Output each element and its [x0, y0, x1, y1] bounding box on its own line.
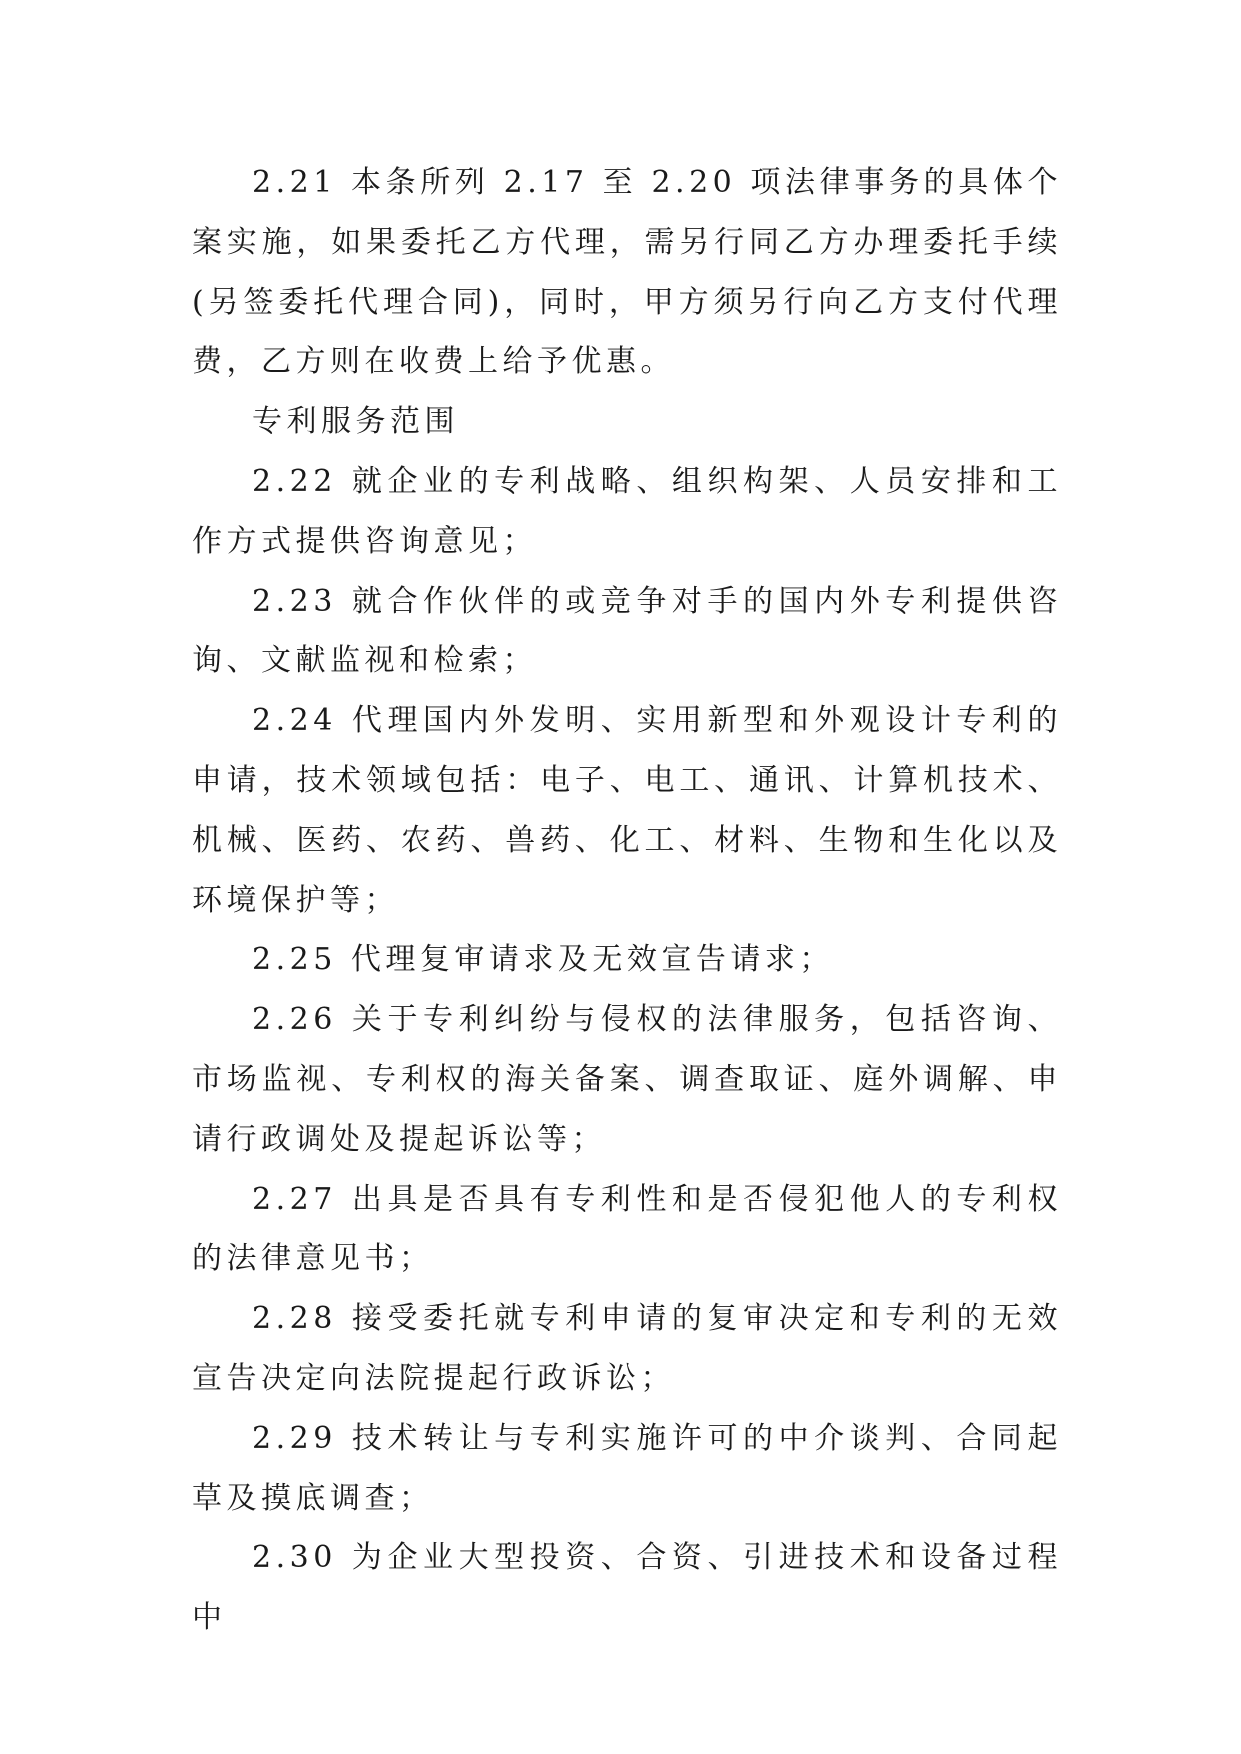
paragraph-2-26: 2.26 关于专利纠纷与侵权的法律服务，包括咨询、市场监视、专利权的海关备案、调查取证、庭外调解、申请行政调处及提起诉讼等； — [192, 1002, 1062, 1157]
paragraph-2-27: 2.27 出具是否具有专利性和是否侵犯他人的专利权的法律意见书； — [192, 1181, 1062, 1277]
paragraph-2-21: 2.21 本条所列 2.17 至 2.20 项法律事务的具体个案实施，如果委托乙方代理，需另行同乙方办理委托手续(另签委托代理合同)，同时，甲方须另行向乙方支付代理费，乙方则在收费上给予优惠。 — [192, 165, 1062, 380]
paragraph-2-30: 2.30 为企业大型投资、合资、引进技术和设备过程中 — [192, 1540, 1062, 1636]
paragraph-2-22: 2.22 就企业的专利战略、组织构架、人员安排和工作方式提供咨询意见； — [192, 463, 1062, 559]
paragraph-2-29: 2.29 技术转让与专利实施许可的中介谈判、合同起草及摸底调查； — [192, 1420, 1062, 1516]
paragraph-2-25: 2.25 代理复审请求及无效宣告请求； — [252, 942, 834, 978]
paragraph-2-23: 2.23 就合作伙伴的或竞争对手的国内外专利提供咨询、文献监视和检索； — [192, 583, 1062, 679]
paragraph-2-24: 2.24 代理国内外发明、实用新型和外观设计专利的申请，技术领域包括：电子、电工、通讯、计算机技术、机械、医药、农药、兽药、化工、材料、生物和生化以及环境保护等； — [192, 703, 1062, 918]
section-heading-patent-services: 专利服务范围 — [252, 404, 459, 440]
paragraph-2-28: 2.28 接受委托就专利申请的复审决定和专利的无效宣告决定向法院提起行政诉讼； — [192, 1301, 1062, 1396]
document-body — [192, 153, 1062, 1648]
